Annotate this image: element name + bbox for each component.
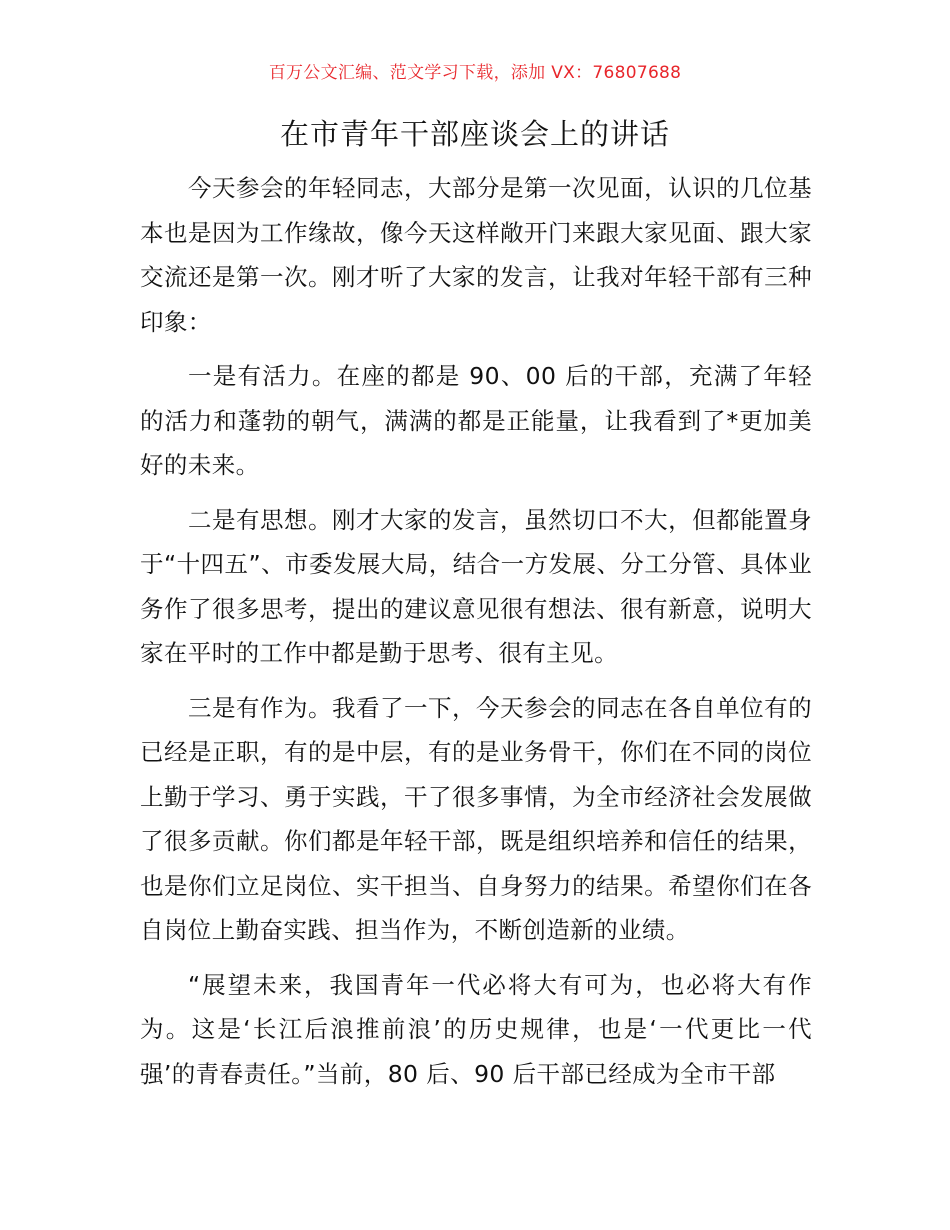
paragraph-outlook: “展望未来，我国青年一代必将大有可为，也必将大有作为。这是‘长江后浪推前浪’的历史规律，也是‘一代更比一代强’的青春责任。”当前，80 后、90 后干部已经成为全市干部: [140, 970, 812, 1088]
watermark-header: 百万公文汇编、范文学习下载，添加 VX：76807688: [268, 63, 682, 83]
paragraph-vitality: 一是有活力。在座的都是 90、00 后的干部，充满了年轻的活力和蓬勃的朝气，满满的都是正能量，让我看到了*更加美好的未来。: [140, 362, 812, 479]
paragraph-intro: 今天参会的年轻同志，大部分是第一次见面，认识的几位基本也是因为工作缘故，像今天这样敞开门来跟大家见面、跟大家交流还是第一次。刚才听了大家的发言，让我对年轻干部有三种印象：: [140, 174, 812, 336]
paragraph-thinking: 二是有思想。刚才大家的发言，虽然切口不大，但都能置身于“十四五”、市委发展大局，结合一方发展、分工分管、具体业务作了很多思考，提出的建议意见很有想法、很有新意，说明大家在平时的工作中都是勤于思考、很有主见。: [140, 505, 812, 667]
page-title: 在市青年干部座谈会上的讲话: [279, 117, 670, 151]
document-body: [140, 166, 812, 1106]
paragraph-achievement: 三是有作为。我看了一下，今天参会的同志在各自单位有的已经是正职，有的是中层，有的是业务骨干，你们在不同的岗位上勤于学习、勇于实践，干了很多事情，为全市经济社会发展做了很多贡献。你们都是年轻干部，既是组织培养和信任的结果，也是你们立足岗位、实干担当、自身努力的结果。希望你们在各自岗位上勤奋实践、担当作为，不断创造新的业绩。: [140, 693, 812, 944]
